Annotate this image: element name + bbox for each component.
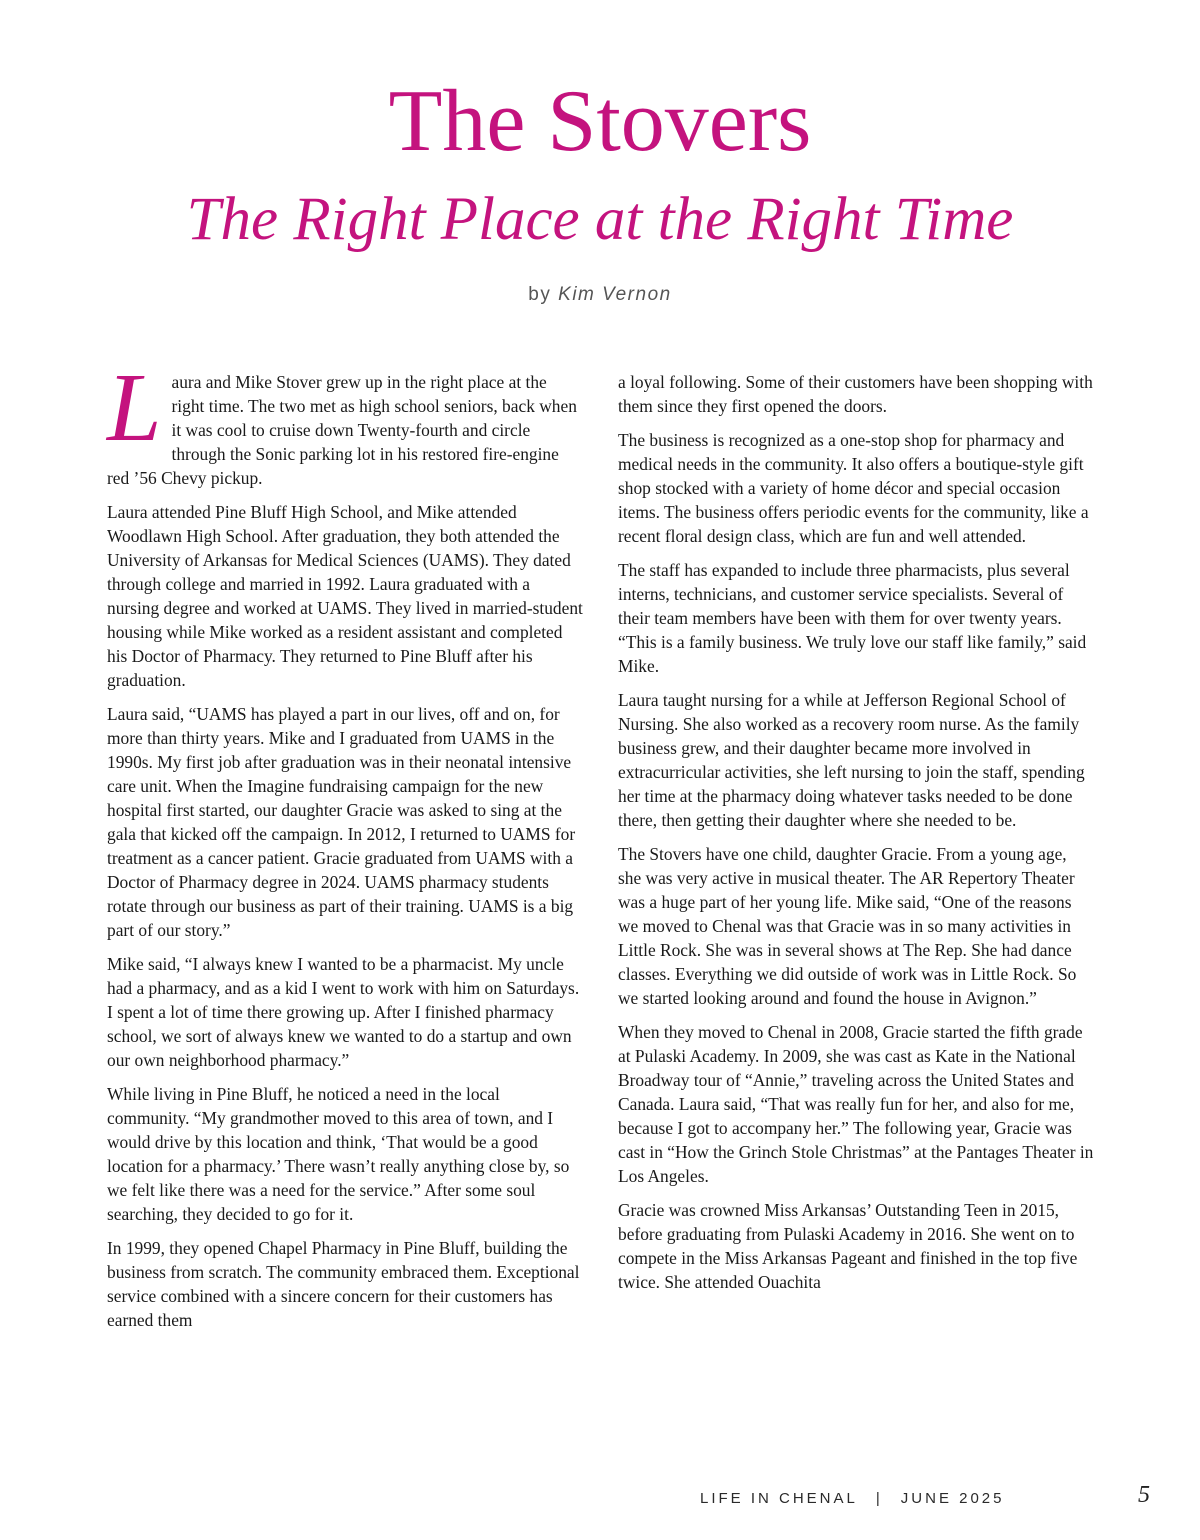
paragraph: Laura taught nursing for a while at Jefferson Regional School of Nursing. She also worked as a recovery room nurse. As the family business grew, and their daughter became more involved in extracurricular activities, she left nursing to join the staff, spending her time at the pharmacy doing whatever tasks needed to be done there, then getting their daughter where she needed to be. — [618, 690, 1085, 830]
paragraph: When they moved to Chenal in 2008, Gracie started the fifth grade at Pulaski Academy. In 2009, she was cast as Kate in the National Broadway tour of “Annie,” traveling across the United States and Canada. Laura said, “That was really fun for her, and also for me, because I got to accompany her.” The following year, Gracie was cast in “How the Grinch Stole Christmas” at the Pantages Theater in Los Angeles. — [618, 1022, 1094, 1186]
article-subtitle: The Right Place at the Right Time — [186, 186, 1014, 253]
paragraph: In 1999, they opened Chapel Pharmacy in Pine Bluff, building the business from scratch. The community embraced them. Exceptional service combined with a sincere concern for their customers has earned them — [107, 1238, 580, 1330]
publication-name: LIFE IN CHENAL — [700, 1490, 858, 1507]
paragraph: Mike said, “I always knew I wanted to be a pharmacist. My uncle had a pharmacy, and as a kid I went to work with him on Saturdays. I spent a lot of time there growing up. After I finished pharmacy school, we sort of always knew we wanted to do a startup and own our own neighborhood pharmacy.” — [107, 954, 580, 1070]
byline — [0, 284, 1200, 306]
paragraph: The staff has expanded to include three pharmacists, plus several interns, technicians, and customer service specialists. Several of their team members have been with them for over twenty years. “This is a family business. We truly love our staff like family,” said Mike. — [618, 560, 1087, 676]
issue-date: JUNE 2025 — [900, 1490, 1005, 1507]
paragraph: Laura said, “UAMS has played a part in our lives, off and on, for more than thirty years. Mike and I graduated from UAMS in the 1990s. My first job after graduation was in their neonatal intensive care unit. When the Imagine fundraising campaign for the new hospital first started, our daughter Gracie was asked to sing at the gala that kicked off the campaign. In 2012, I returned to UAMS for treatment as a cancer patient. Gracie graduated from UAMS with a Doctor of Pharmacy degree in 2024. UAMS pharmacy students rotate through our business as part of their training. UAMS is a big part of our story.” — [107, 704, 576, 940]
paragraph: a loyal following. Some of their customers have been shopping with them since they first opened the doors. — [618, 372, 1093, 416]
paragraph: Laura attended Pine Bluff High School, and Mike attended Woodlawn High School. After graduation, they both attended the University of Arkansas for Medical Sciences (UAMS). They dated through college and married in 1992. Laura graduated with a nursing degree and worked at UAMS. They lived in married-student housing while Mike worked as a resident assistant and completed his Doctor of Pharmacy. They returned to Pine Bluff after his graduation. — [107, 502, 583, 690]
left-column — [107, 354, 583, 1342]
page-number: 5 — [1138, 1482, 1150, 1508]
paragraph: While living in Pine Bluff, he noticed a need in the local community. “My grandmother moved to this area of town, and I would drive by this location and think, ‘That would be a good location for a pharmacy.’ There wasn’t really anything close by, so we felt like there was a need for the service.” After some soul searching, they decided to go for it. — [107, 1084, 570, 1224]
byline-prefix: by — [528, 284, 552, 305]
paragraph-text: aura and Mike Stover grew up in the right place at the right time. The two met as high school seniors, back when it was cool to cruise down Twenty-fourth and circle through the Sonic parking lot in his restored fire-engine red ’56 Chevy pickup. — [107, 372, 577, 488]
footer-separator: | — [875, 1490, 883, 1507]
author-name: Kim Vernon — [558, 284, 672, 305]
paragraph: The business is recognized as a one-stop shop for pharmacy and medical needs in the community. It also offers a boutique-style gift shop stocked with a variety of home décor and special occasion items. The business offers periodic events for the community, like a recent floral design class, which are fun and well attended. — [618, 430, 1089, 546]
page-footer — [700, 1490, 1005, 1507]
article-title: The Stovers — [388, 73, 812, 170]
paragraph: Gracie was crowned Miss Arkansas’ Outstanding Teen in 2015, before graduating from Pulaski Academy in 2016. She went on to compete in the Miss Arkansas Pageant and finished in the top five twice. She attended Ouachita — [618, 1200, 1078, 1292]
right-column — [618, 370, 1094, 1304]
paragraph — [107, 354, 583, 490]
paragraph: The Stovers have one child, daughter Gracie. From a young age, she was very active in musical theater. The AR Repertory Theater was a huge part of her young life. Mike said, “One of the reasons we moved to Chenal was that Gracie was in so many activities in Little Rock. She was in several shows at The Rep. She had dance classes. Everything we did outside of work was in Little Rock. So we started looking around and found the house in Avignon.” — [618, 844, 1077, 1008]
drop-cap: L — [107, 354, 162, 462]
